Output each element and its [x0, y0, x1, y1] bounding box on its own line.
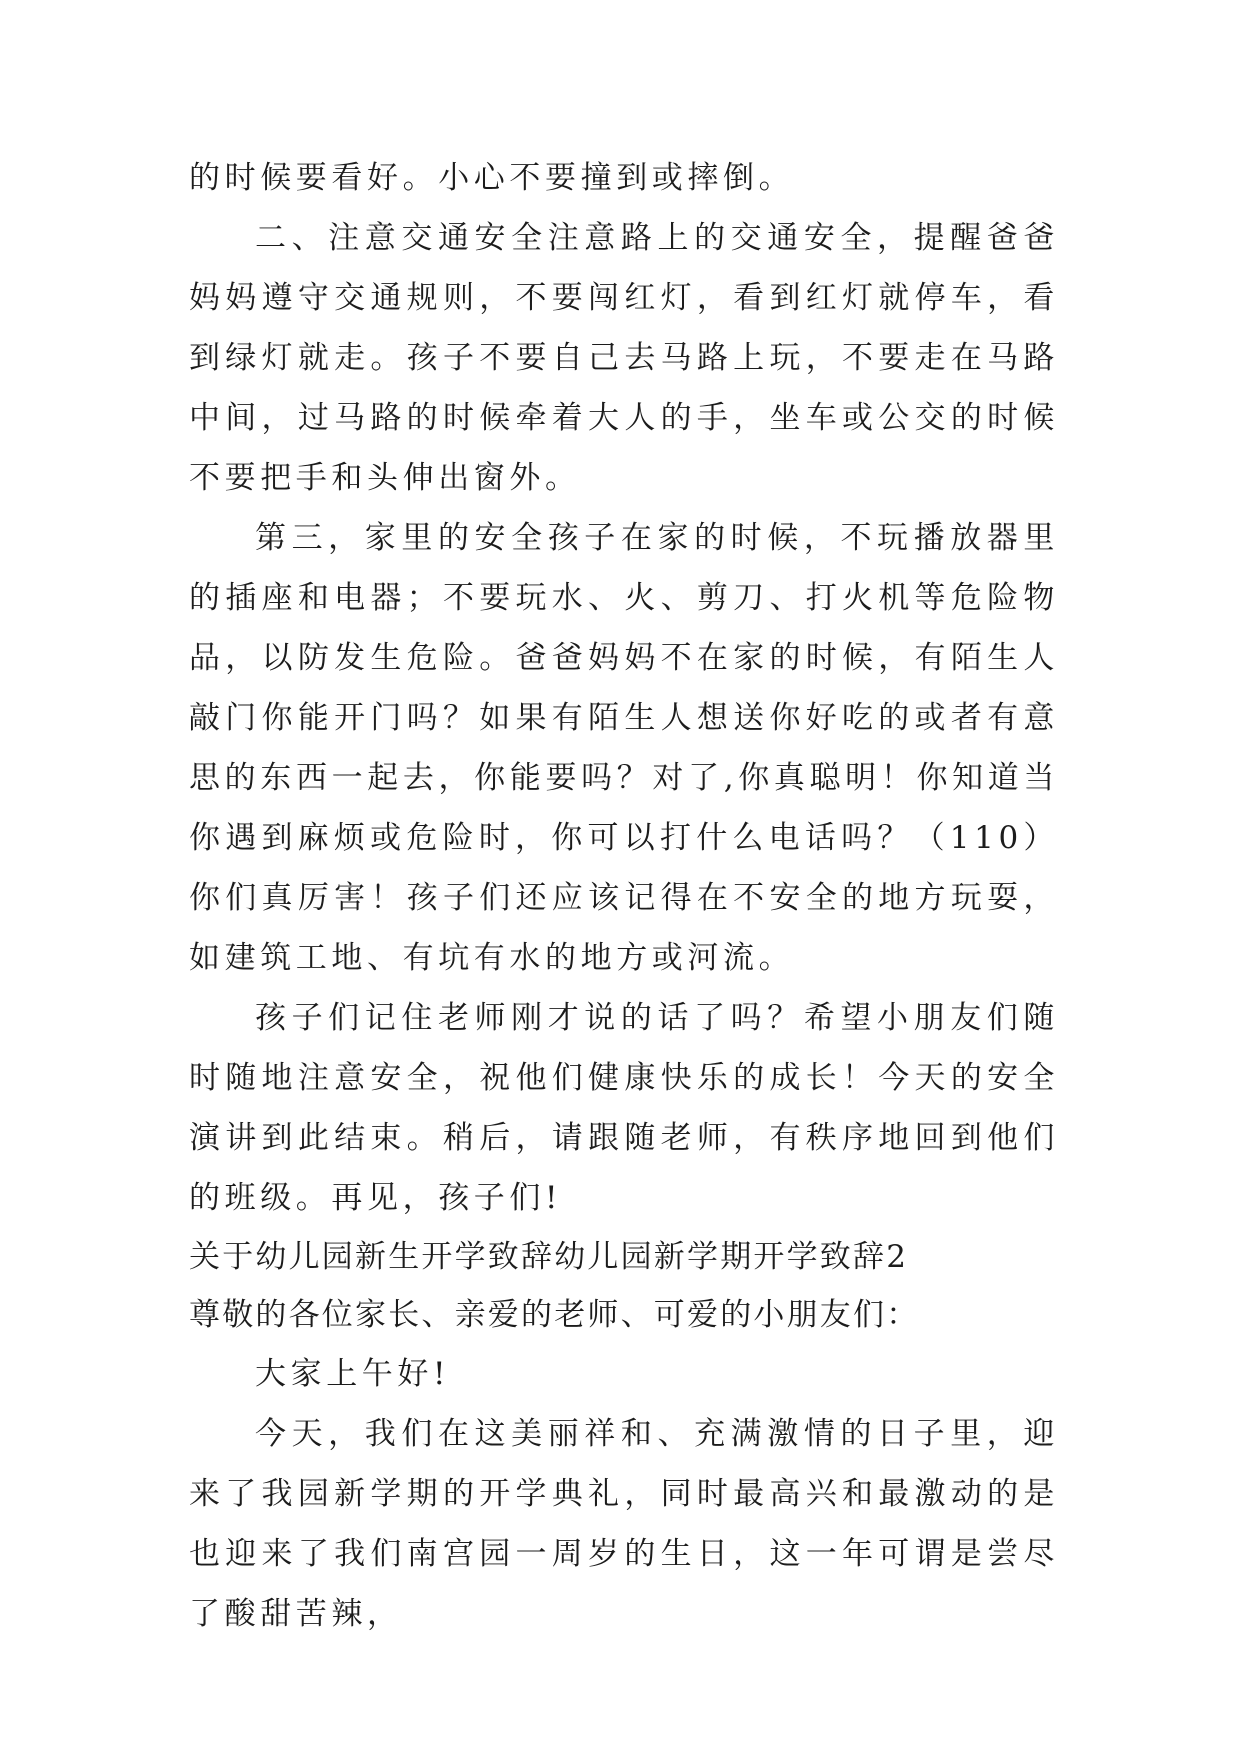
document-page — [189, 148, 1059, 1644]
paragraph-closing: 孩子们记住老师刚才说的话了吗？希望小朋友们随时随地注意安全，祝他们健康快乐的成长！今天的安全演讲到此结束。稍后，请跟随老师，有秩序地回到他们的班级。再见，孩子们! — [189, 1000, 1059, 1216]
paragraph-traffic-safety: 二、注意交通安全注意路上的交通安全，提醒爸爸妈妈遵守交通规则，不要闯红灯，看到红灯就停车，看到绿灯就走。孩子不要自己去马路上玩，不要走在马路中间，过马路的时候牵着大人的手，坐车或公交的时候不要把手和头伸出窗外。 — [189, 220, 1059, 496]
greeting: 大家上午好! — [255, 1356, 451, 1392]
paragraph-continuation: 的时候要看好。小心不要撞到或摔倒。 — [189, 160, 795, 196]
paragraph-home-safety: 第三，家里的安全孩子在家的时候，不玩播放器里的插座和电器；不要玩水、火、剪刀、打火机等危险物品，以防发生危险。爸爸妈妈不在家的时候，有陌生人敲门你能开门吗？如果有陌生人想送你好吃的或者有意思的东西一起去，你能要吗？对了,你真聪明！你知道当你遇到麻烦或危险时，你可以打什么电话吗？（110）你们真厉害！孩子们还应该记得在不安全的地方玩耍，如建筑工地、有坑有水的地方或河流。 — [189, 520, 1059, 976]
section-title: 关于幼儿园新生开学致辞幼儿园新学期开学致辞2 — [189, 1239, 909, 1275]
salutation: 尊敬的各位家长、亲爱的老师、可爱的小朋友们： — [189, 1297, 920, 1333]
paragraph-opening: 今天，我们在这美丽祥和、充满激情的日子里，迎来了我园新学期的开学典礼，同时最高兴和最激动的是也迎来了我们南宫园一周岁的生日，这一年可谓是尝尽了酸甜苦辣， — [189, 1416, 1059, 1632]
